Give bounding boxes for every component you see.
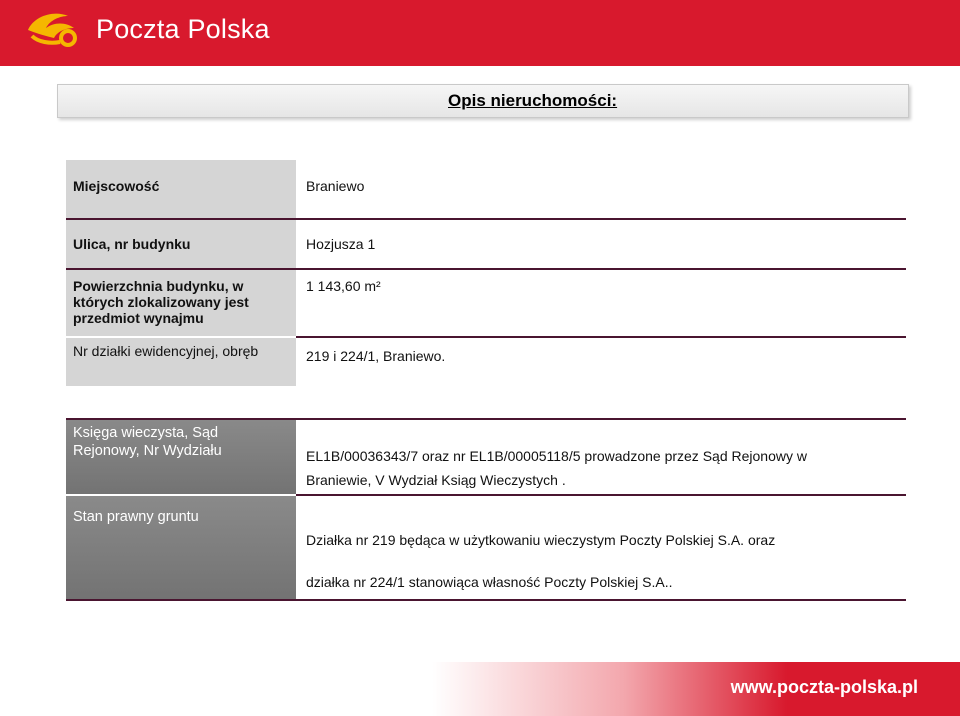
table-row-powierzchnia — [66, 270, 906, 338]
table-row-dzialka — [66, 338, 906, 386]
label-cell — [66, 160, 296, 218]
label-cell — [66, 418, 296, 494]
row-divider — [66, 418, 906, 420]
row-divider — [66, 599, 906, 601]
poczta-polska-horn-logo-icon — [24, 8, 84, 54]
row-label-ulica: Ulica, nr budynku — [73, 236, 191, 252]
page-title: Opis nieruchomości: — [448, 91, 618, 110]
row-label-miejscowosc: Miejscowość — [73, 178, 160, 194]
row-label-dzialka: Nr działki ewidencyjnej, obręb — [73, 343, 259, 359]
table-row-ulica — [66, 220, 906, 268]
row-label-ksiega: Księga wieczysta, Sąd Rejonowy, Nr Wydziału — [73, 425, 222, 459]
row-value-ulica: Hozjusza 1 — [306, 236, 376, 252]
row-value-ksiega-line1: EL1B/00036343/7 oraz nr EL1B/00005118/5 prowadzone przez Sąd Rejonowy w — [306, 448, 807, 464]
label-cell — [66, 496, 296, 599]
row-value-miejscowosc: Braniewo — [306, 178, 365, 194]
row-value-stan-line1: Działka nr 219 będąca w użytkowaniu wieczystym Poczty Polskiej S.A. oraz — [306, 532, 776, 548]
label-cell — [66, 270, 296, 338]
footer-bar — [0, 662, 960, 716]
row-label-stan-prawny: Stan prawny gruntu — [73, 509, 199, 525]
footer-url-link[interactable]: www.poczta-polska.pl — [730, 677, 918, 697]
label-cell — [66, 220, 296, 268]
row-value-dzialka: 219 i 224/1, Braniewo. — [306, 348, 446, 364]
table-row-ksiega — [66, 418, 906, 494]
header-bar — [0, 0, 960, 66]
table-row-stan-prawny — [66, 496, 906, 599]
row-value-stan-line2: działka nr 224/1 stanowiąca własność Poczty Polskiej S.A.. — [306, 574, 673, 590]
title-bar — [57, 84, 909, 118]
row-value-ksiega-line2: Braniewie, V Wydział Ksiąg Wieczystych . — [306, 472, 566, 488]
label-cell — [66, 338, 296, 386]
table-row-miejscowosc — [66, 160, 906, 218]
brand-name: Poczta Polska — [96, 14, 270, 44]
row-label-powierzchnia: Powierzchnia budynku, w których zlokalizowany jest przedmiot wynajmu — [73, 278, 249, 326]
row-value-powierzchnia: 1 143,60 m² — [306, 278, 381, 294]
